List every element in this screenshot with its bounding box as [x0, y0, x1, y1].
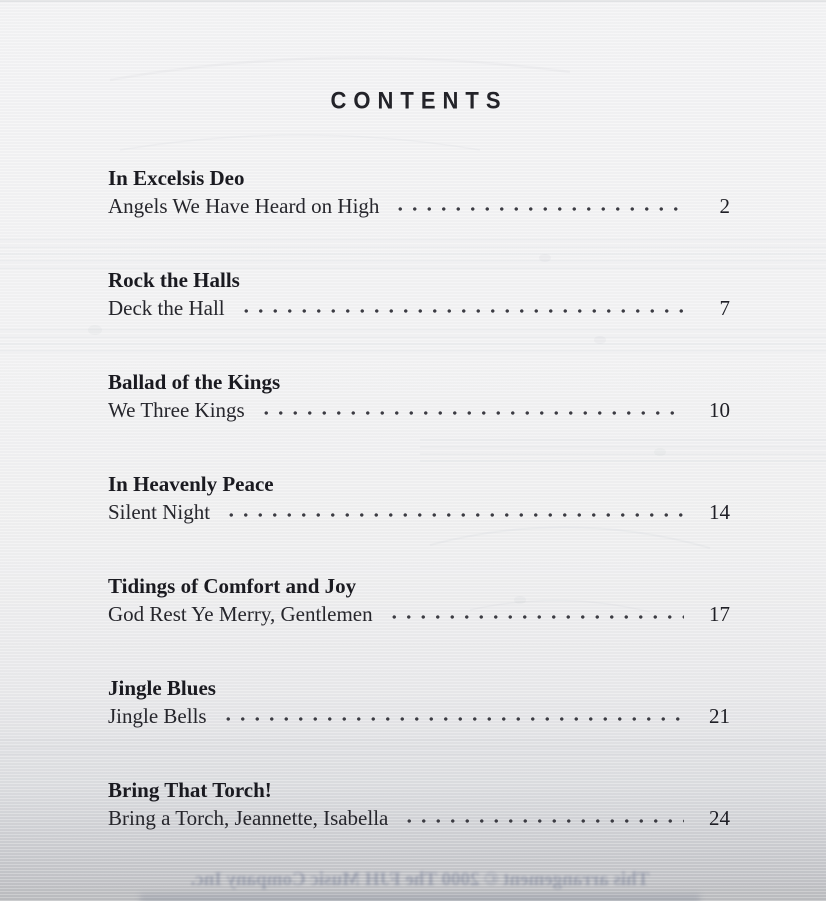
- medley-title: Tidings of Comfort and Joy: [108, 574, 357, 598]
- page-number: 2: [719, 194, 730, 218]
- bleedthrough-second-line: [140, 894, 700, 901]
- toc-entry: [108, 777, 730, 832]
- dot-leader: [217, 708, 684, 730]
- song-name: We Three Kings: [108, 398, 245, 422]
- medley-title: In Heavenly Peace: [108, 472, 274, 496]
- toc-entry: [108, 573, 730, 628]
- toc-entry-row: [108, 396, 730, 424]
- song-name: God Rest Ye Merry, Gentlemen: [108, 602, 373, 626]
- song-name: Bring a Torch, Jeannette, Isabella: [108, 806, 389, 830]
- medley-title: In Excelsis Deo: [108, 166, 245, 190]
- page-number: 7: [719, 296, 730, 320]
- toc-entry-list: [108, 165, 730, 832]
- song-name: Angels We Have Heard on High: [108, 194, 380, 218]
- toc-entry-row: [108, 294, 730, 322]
- dot-leader: [389, 198, 684, 220]
- page-number: 10: [709, 398, 730, 422]
- toc-content: [108, 0, 730, 879]
- page-number: 24: [709, 806, 730, 830]
- medley-title: Bring That Torch!: [108, 778, 272, 802]
- page-number: 14: [709, 500, 730, 524]
- medley-title: Ballad of the Kings: [108, 370, 281, 394]
- contents-heading: CONTENTS: [330, 86, 508, 114]
- toc-entry-row: [108, 498, 730, 526]
- toc-entry: [108, 165, 730, 220]
- toc-entry: [108, 369, 730, 424]
- song-name: Jingle Bells: [108, 704, 207, 728]
- medley-title: Jingle Blues: [108, 676, 216, 700]
- page-number: 17: [709, 602, 730, 626]
- medley-title: Rock the Halls: [108, 268, 240, 292]
- dot-leader: [255, 402, 684, 424]
- toc-entry-row: [108, 804, 730, 832]
- dot-leader: [383, 606, 684, 628]
- page-number: 21: [709, 704, 730, 728]
- bleedthrough-copyright-text: This arrangement © 2000 The FJH Music Company Inc.: [190, 869, 650, 890]
- toc-entry-row: [108, 192, 730, 220]
- dot-leader: [235, 300, 684, 322]
- song-name: Silent Night: [108, 500, 211, 524]
- toc-entry-row: [108, 600, 730, 628]
- song-name: Deck the Hall: [108, 296, 225, 320]
- dot-leader: [220, 504, 684, 526]
- toc-entry: [108, 267, 730, 322]
- toc-entry-row: [108, 702, 730, 730]
- toc-entry: [108, 675, 730, 730]
- dot-leader: [398, 810, 684, 832]
- toc-entry: [108, 471, 730, 526]
